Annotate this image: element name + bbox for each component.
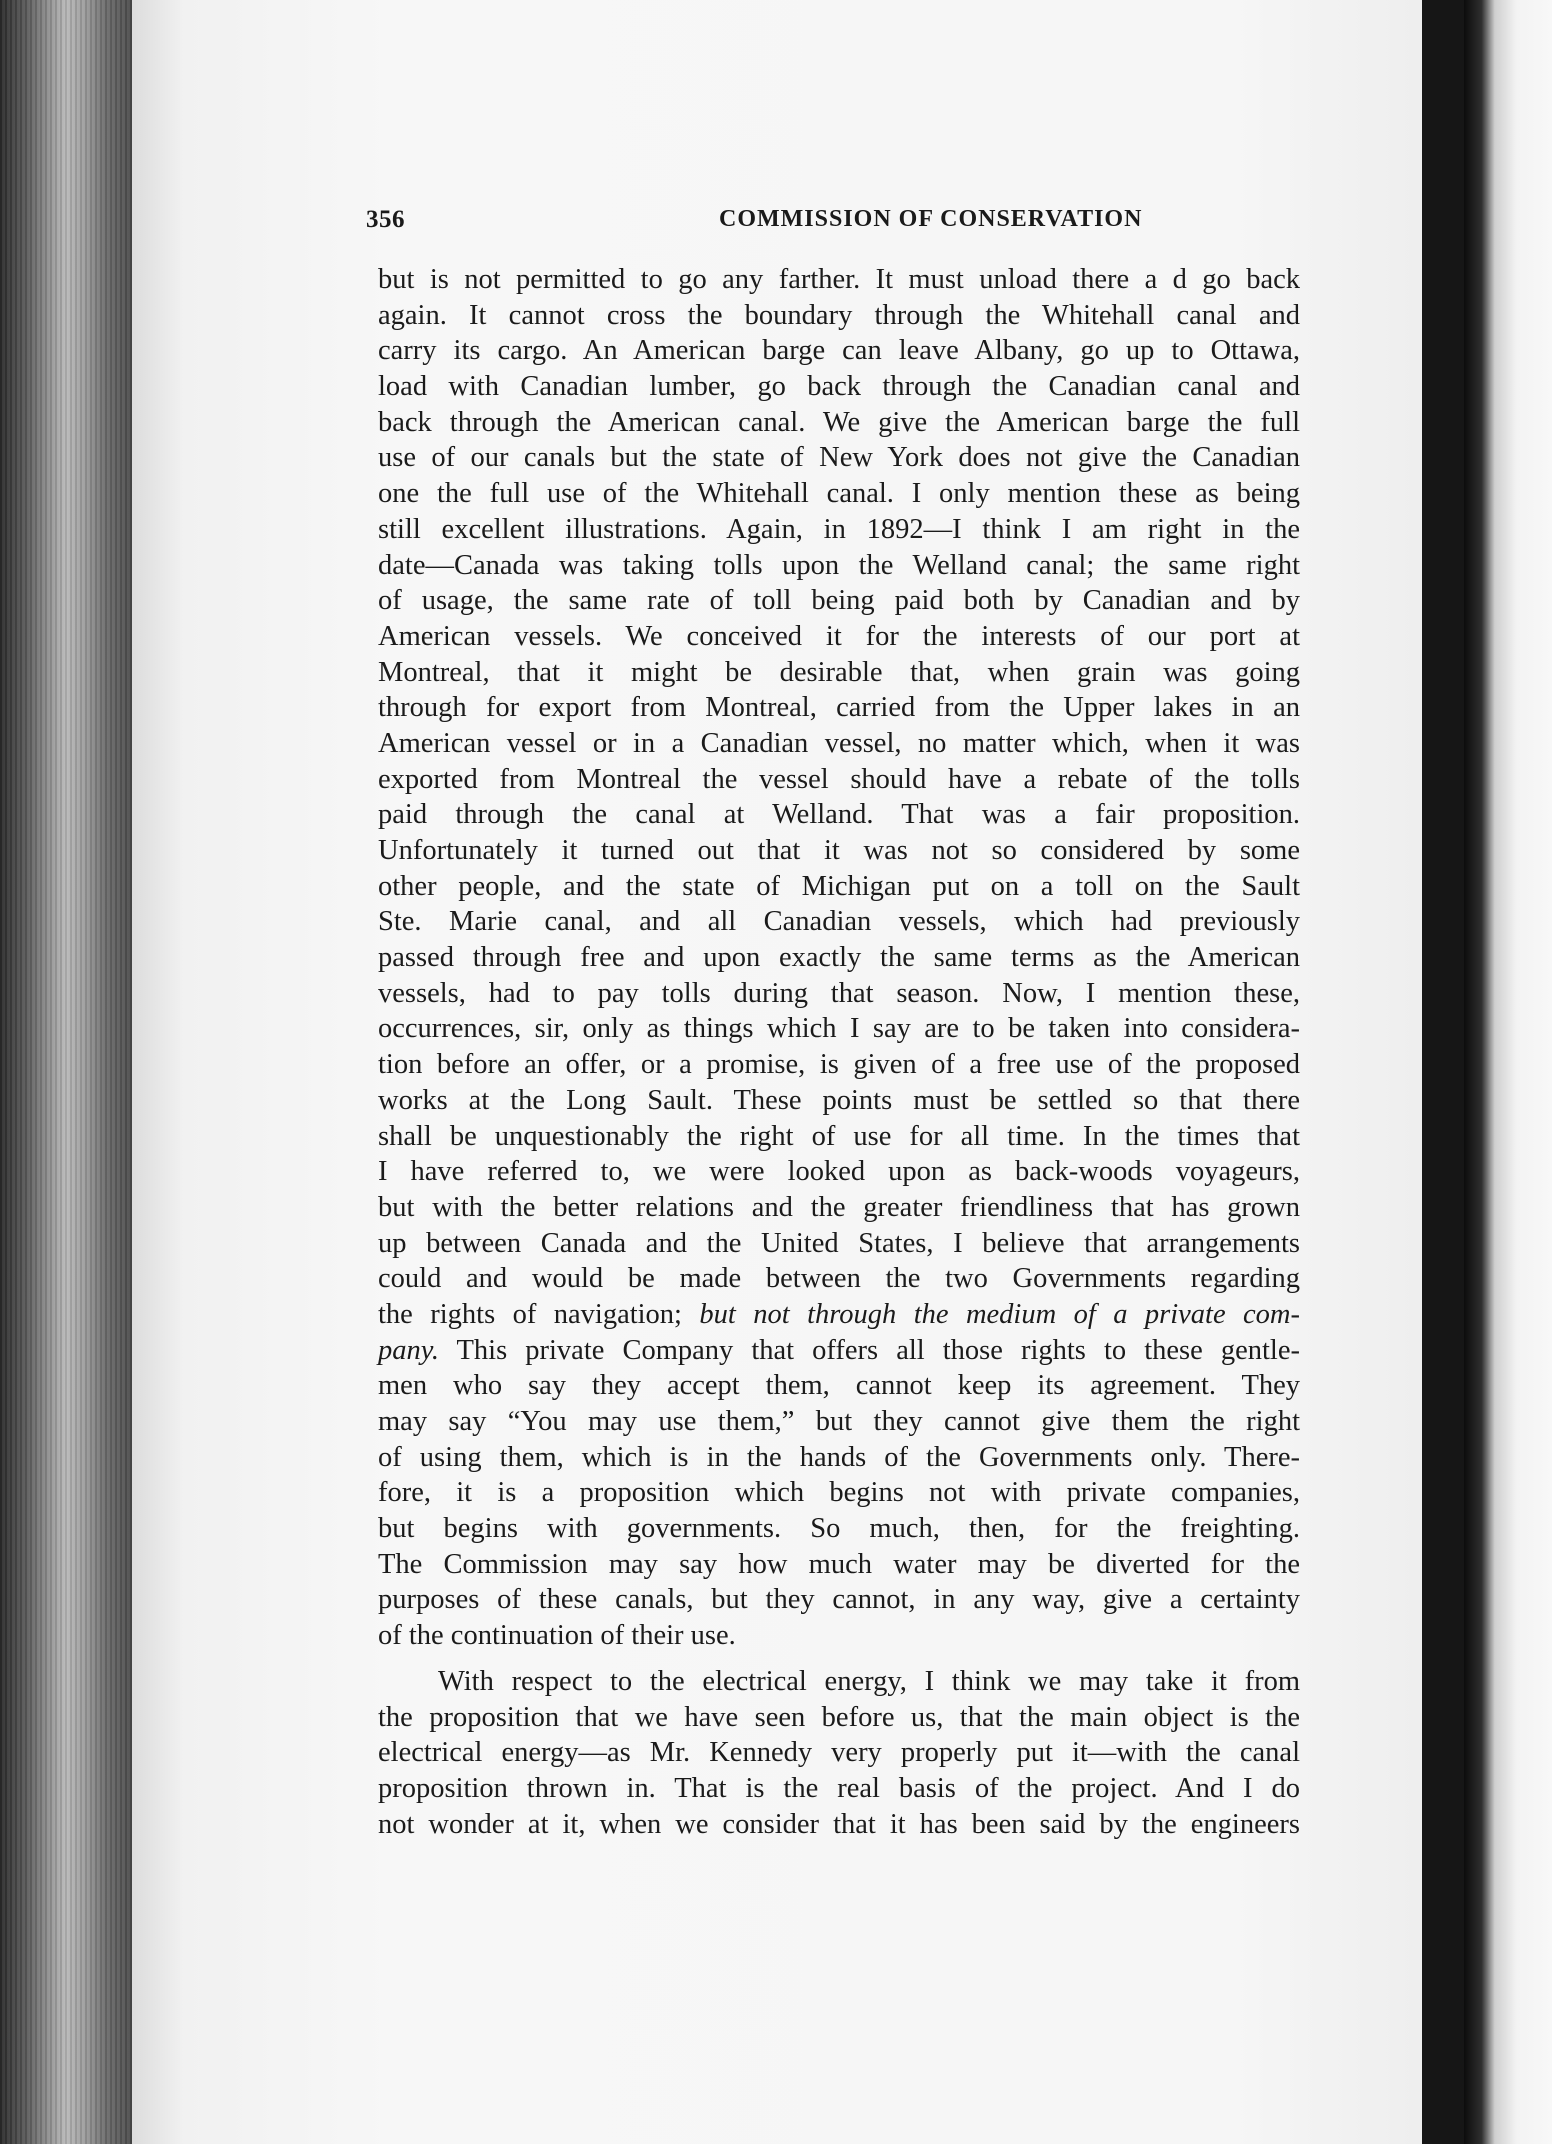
text-line: American vessels. We conceived it for the interests of our port at — [378, 620, 1300, 652]
text-italic: pany. — [378, 1334, 439, 1366]
text-line: but is not permitted to go any farther. It must unload there a d go back — [378, 264, 1300, 295]
text-line: of using them, which is in the hands of the Governments only. There- — [378, 1441, 1300, 1473]
text-line: exported from Montreal the vessel should have a rebate of the tolls — [378, 763, 1300, 795]
text-line: vessels, had to pay tolls during that season. Now, I mention these, — [378, 977, 1300, 1009]
text-plain: the rights of navigation; — [378, 1298, 682, 1330]
text-line: fore, it is a proposition which begins not with private companies, — [378, 1477, 1300, 1509]
text-line: purposes of these canals, but they cannot, in any way, give a certainty — [378, 1584, 1300, 1616]
body-text — [378, 262, 1300, 1842]
text-line: I have referred to, we were looked upon as back-woods voyageurs, — [378, 1156, 1300, 1188]
text-line: Unfortunately it turned out that it was not so considered by some — [378, 835, 1300, 866]
text-line: not wonder at it, when we consider that it has been said by the engineers — [378, 1808, 1300, 1840]
text-line: carry its cargo. An American barge can leave Albany, go up to Ottawa, — [378, 335, 1300, 367]
running-head — [236, 206, 1326, 246]
text-line: could and would be made between the two Governments regarding — [378, 1263, 1300, 1295]
text-line: through for export from Montreal, carried from the Upper lakes in an — [378, 692, 1300, 724]
text-line: up between Canada and the United States, I believe that arrangements — [378, 1227, 1300, 1259]
text-line: men who say they accept them, cannot keep its agreement. They — [378, 1370, 1300, 1402]
text-line: date—Canada was taking tolls upon the Welland canal; the same right — [378, 549, 1300, 581]
text-line: but begins with governments. So much, then, for the freighting. — [378, 1513, 1300, 1545]
text-line: use of our canals but the state of New York does not give the Canadian — [378, 442, 1300, 474]
page-number: 356 — [366, 206, 405, 233]
running-head-title: COMMISSION OF CONSERVATION — [719, 206, 1143, 232]
book-page-edges — [0, 0, 132, 2144]
text-line: tion before an offer, or a promise, is given of a free use of the proposed — [378, 1049, 1300, 1081]
text-line-mixed — [378, 1297, 1300, 1333]
text-line: load with Canadian lumber, go back through the Canadian canal and — [378, 371, 1300, 403]
paragraph-1 — [378, 262, 1300, 1654]
text-line: but with the better relations and the greater friendliness that has grown — [378, 1191, 1300, 1223]
text-line: proposition thrown in. That is the real basis of the project. And I do — [378, 1772, 1300, 1804]
text-line-mixed — [378, 1333, 1300, 1369]
text-line: With respect to the electrical energy, I think we may take it from — [438, 1665, 1300, 1697]
facing-page-edge — [1464, 0, 1552, 2144]
text-line: paid through the canal at Welland. That was a fair proposition. — [378, 799, 1300, 831]
text-italic: but not through the medium of a private com- — [699, 1298, 1300, 1330]
text-line: occurrences, sir, only as things which I say are to be taken into considera- — [378, 1013, 1300, 1045]
text-line: of the continuation of their use. — [378, 1620, 736, 1652]
text-line: back through the American canal. We give the American barge the full — [378, 406, 1300, 438]
text-line: may say “You may use them,” but they cannot give them the right — [378, 1406, 1300, 1437]
text-line: the proposition that we have seen before us, that the main object is the — [378, 1701, 1300, 1733]
text-line: of usage, the same rate of toll being paid both by Canadian and by — [378, 585, 1300, 617]
text-line: Montreal, that it might be desirable that, when grain was going — [378, 656, 1300, 688]
text-line: works at the Long Sault. These points must be settled so that there — [378, 1084, 1300, 1116]
text-line: Ste. Marie canal, and all Canadian vessels, which had previously — [378, 906, 1300, 938]
paragraph-2 — [378, 1664, 1300, 1842]
text-line: again. It cannot cross the boundary through the Whitehall canal and — [378, 299, 1300, 331]
text-plain: This private Company that offers all those rights to these gentle- — [456, 1334, 1300, 1366]
text-line: shall be unquestionably the right of use for all time. In the times that — [378, 1120, 1300, 1152]
text-line: electrical energy—as Mr. Kennedy very properly put it—with the canal — [378, 1737, 1300, 1769]
text-line: passed through free and upon exactly the same terms as the American — [378, 942, 1300, 974]
text-line: still excellent illustrations. Again, in 1892—I think I am right in the — [378, 513, 1300, 545]
text-line: other people, and the state of Michigan put on a toll on the Sault — [378, 870, 1300, 902]
text-line: one the full use of the Whitehall canal. I only mention these as being — [378, 478, 1300, 510]
text-line: The Commission may say how much water may be diverted for the — [378, 1548, 1300, 1580]
text-line: American vessel or in a Canadian vessel, no matter which, when it was — [378, 727, 1300, 759]
